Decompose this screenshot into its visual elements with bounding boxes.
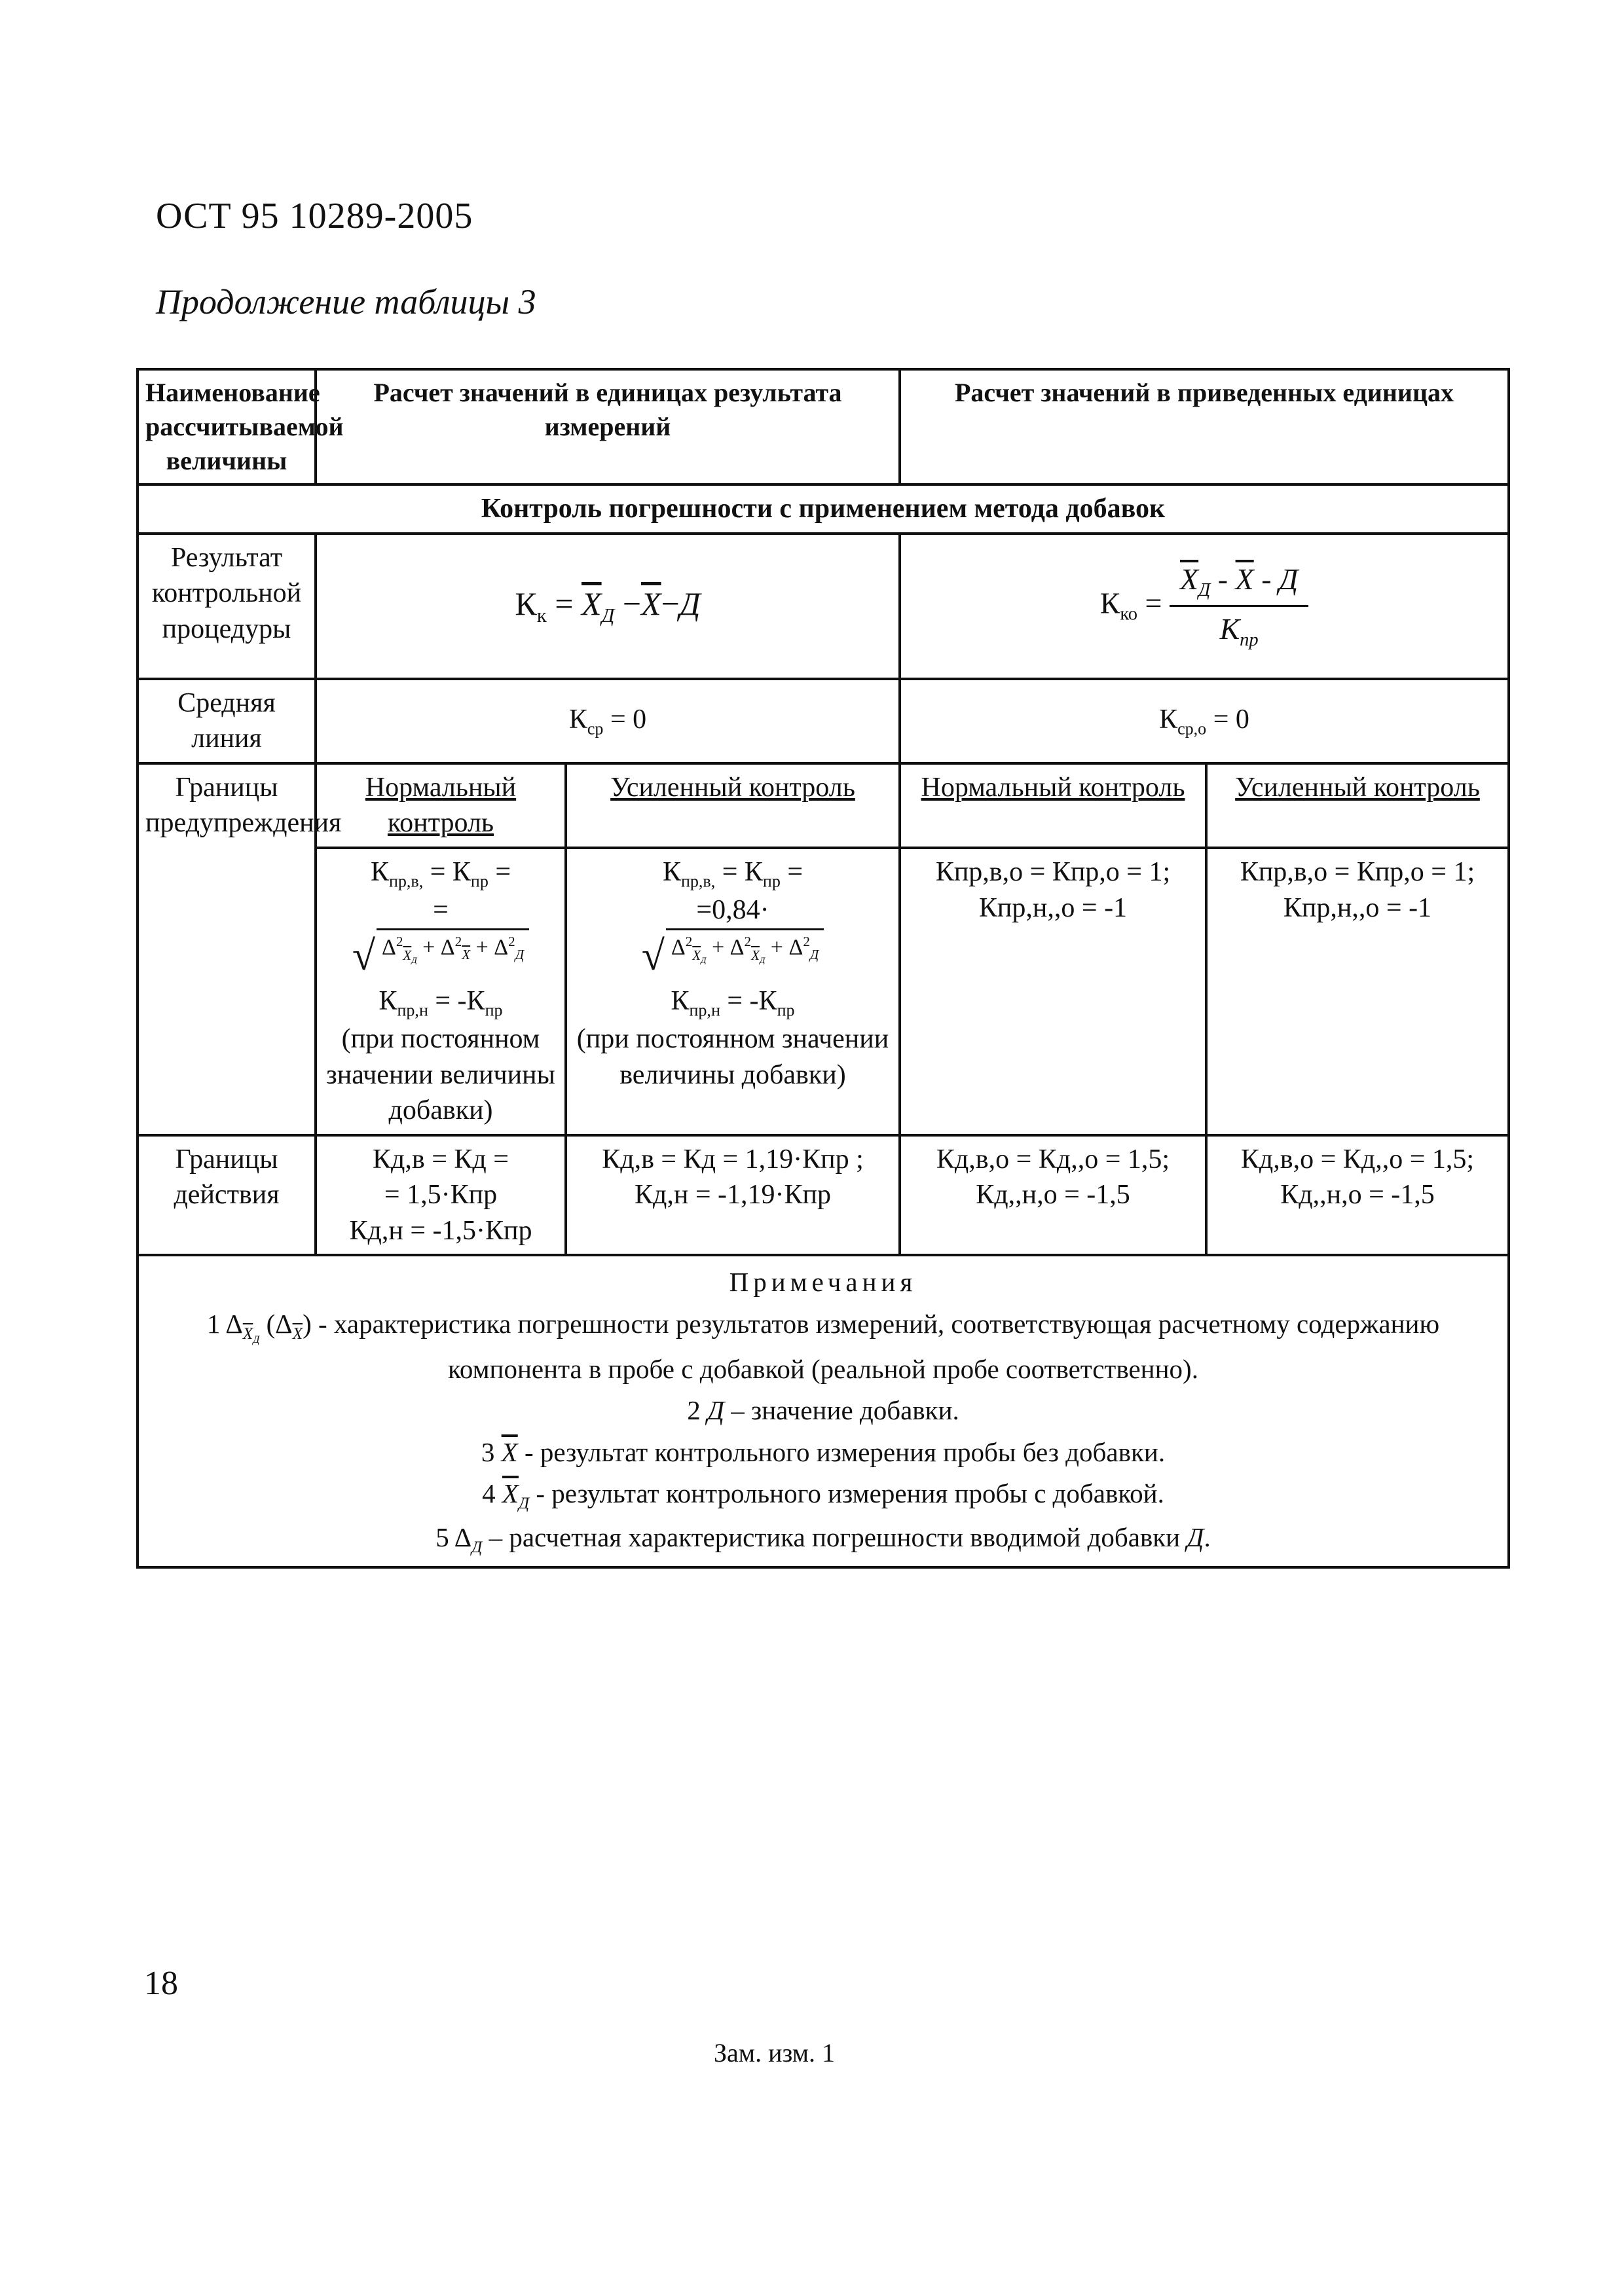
table-header-row: [138, 369, 1509, 484]
label-mean-line: Средняя линия: [138, 679, 316, 763]
row-notes: [138, 1255, 1509, 1567]
act-normal-line3: Кд,н = -1,5·Кпр: [349, 1215, 532, 1246]
control-table: [136, 368, 1510, 1569]
warn-red-enhanced-formula: [1206, 848, 1509, 1135]
note-4: 4 $\overline{X}_Д$ - результат контрольного измерения пробы с добавкой.: [482, 1478, 1164, 1513]
section-row: [138, 484, 1509, 534]
note-2: 2 Д – значение добавки.: [687, 1395, 959, 1426]
eq-sign: =: [433, 895, 449, 926]
row-mean-line: [138, 679, 1509, 763]
warn-red-normal-header: Нормальный контроль: [900, 763, 1206, 848]
coef-084: =0,84·: [696, 895, 769, 926]
act-normal-formula: [316, 1135, 566, 1256]
warn-red-enhanced-line2: Кпр,н,,о = -1: [1283, 892, 1432, 923]
sqrt-sum-normal: √ $\Delta^2_{\overline{X}_Д} + \Delta^2_{\overline{X}} + \Delta^2_Д$: [352, 928, 529, 983]
act-enhanced-formula: [566, 1135, 900, 1256]
notes-block: [138, 1255, 1509, 1567]
warn-normal-header: Нормальный контроль: [316, 763, 566, 848]
row-control-result: [138, 534, 1509, 679]
table-continuation-label: Продолжение таблицы 3: [156, 282, 536, 321]
note-2-text: – значение добавки.: [731, 1395, 959, 1426]
act-normal-line1: Кд,в = Кд =: [373, 1144, 509, 1175]
header-measurement-units: Расчет значений в единицах результата измерений: [316, 369, 900, 484]
warn-red-enhanced-header: Усиленный контроль: [1206, 763, 1509, 848]
sqrt-sum-enhanced: √ $\Delta^2_{\overline{X}_Д} + \Delta^2_{\overline{X}_Д} + \Delta^2_Д$: [642, 928, 824, 983]
formula-kcp: $К_{ср} = 0$: [316, 679, 900, 763]
row-warning-limits-header: [138, 763, 1509, 848]
note-3: 3 $\overline{X}$ - результат контрольного измерения пробы без добавки.: [481, 1436, 1166, 1467]
header-quantity-name: Наименование рассчитываемой величины: [138, 369, 316, 484]
const-note-enhanced: (при постоянном значении величины добавки): [576, 1023, 889, 1090]
warn-enhanced-formula: $К_{пр,в,} = К_{пр}$ = =0,84· √ $\Delta^2_{\overline{X}_Д} + \Delta^2_{\overline{X}_Д} + \Delta^2_Д$ $К_{пр,н} = -К_{пр}$ (при постоянном значении величины добавки): [566, 848, 900, 1135]
act-red-normal-line1: Кд,в,о = Кд,,о = 1,5;: [936, 1144, 1170, 1175]
formula-kko: $К_{ко}$ = $\frac{\overline{X}_Д - \overline{X} - Д}{К_{пр}}$: [900, 534, 1509, 679]
warn-red-normal-line1: Кпр,в,о = Кпр,о = 1;: [935, 856, 1171, 887]
label-warning-limits: Границы предупреждения: [138, 763, 316, 1135]
act-red-normal-formula: [900, 1135, 1206, 1256]
warn-enhanced-header: Усиленный контроль: [566, 763, 900, 848]
formula-kko-fraction: $\frac{\overline{X}_Д - \overline{X} - Д}{К_{пр}}$: [1170, 560, 1308, 653]
const-note-normal: (при постоянном значении величины добавки): [326, 1023, 555, 1126]
note-4-text: - результат контрольного измерения пробы с добавкой.: [536, 1478, 1164, 1509]
act-enhanced-line1: Кд,в = Кд = 1,19·Кпр ;: [602, 1144, 864, 1175]
warn-red-normal-formula: [900, 848, 1206, 1135]
section-title: Контроль погрешности с применением метода добавок: [138, 484, 1509, 534]
formula-kk: $К_к = \overline{X}_Д -\overline{X}-Д$: [316, 534, 900, 679]
page-number: 18: [144, 1965, 178, 2002]
warn-red-enhanced-line1: Кпр,в,о = Кпр,о = 1;: [1240, 856, 1475, 887]
act-normal-line2: = 1,5·Кпр: [384, 1180, 498, 1211]
row-warning-limits-values: [138, 848, 1509, 1135]
label-control-result: Результат контрольной процедуры: [138, 534, 316, 679]
act-red-enhanced-formula: [1206, 1135, 1509, 1256]
note-1: 1 $\Delta_{\overline{X}_Д}$ $(\Delta_{\overline{X}})$ - характеристика погрешности результатов измерений, соответствующая расчетному содержанию компонента в пробе с добавкой (реальной пробе соответственно).: [206, 1309, 1440, 1384]
act-enhanced-line2: Кд,н = -1,19·Кпр: [634, 1180, 831, 1211]
act-red-enhanced-line1: Кд,в,о = Кд,,о = 1,5;: [1240, 1144, 1475, 1175]
label-action-limits: Границы действия: [138, 1135, 316, 1256]
note-3-text: - результат контрольного измерения пробы без добавки.: [524, 1436, 1166, 1467]
act-red-enhanced-line2: Кд,,н,о = -1,5: [1280, 1180, 1435, 1211]
notes-title: Примечания: [729, 1267, 917, 1298]
act-red-normal-line2: Кд,,н,о = -1,5: [976, 1180, 1130, 1211]
header-reduced-units: Расчет значений в приведенных единицах: [900, 369, 1509, 484]
warn-red-normal-line2: Кпр,н,,о = -1: [978, 892, 1128, 923]
footer-amendment-note: Зам. изм. 1: [714, 2038, 836, 2068]
formula-kcpo: $К_{ср,о} = 0$: [900, 679, 1509, 763]
note-5-text: – расчетная характеристика погрешности вводимой добавки: [489, 1522, 1181, 1552]
document-header: ОСТ 95 10289-2005: [156, 196, 473, 236]
note-1-text: - характеристика погрешности результатов измерений, соответствующая расчетному содержанию компонента в пробе с добавкой (реальной пробе соответственно).: [318, 1309, 1440, 1384]
note-5: 5 $\Delta_Д$ – расчетная характеристика погрешности вводимой добавки Д.: [435, 1522, 1211, 1557]
row-action-limits: [138, 1135, 1509, 1256]
warn-normal-formula: $К_{пр,в,} = К_{пр}$ = = √ $\Delta^2_{\overline{X}_Д} + \Delta^2_{\overline{X}} + \Delta^2_Д$ $К_{пр,н} = -К_{пр}$ (при постоянном значении величины добавки): [316, 848, 566, 1135]
